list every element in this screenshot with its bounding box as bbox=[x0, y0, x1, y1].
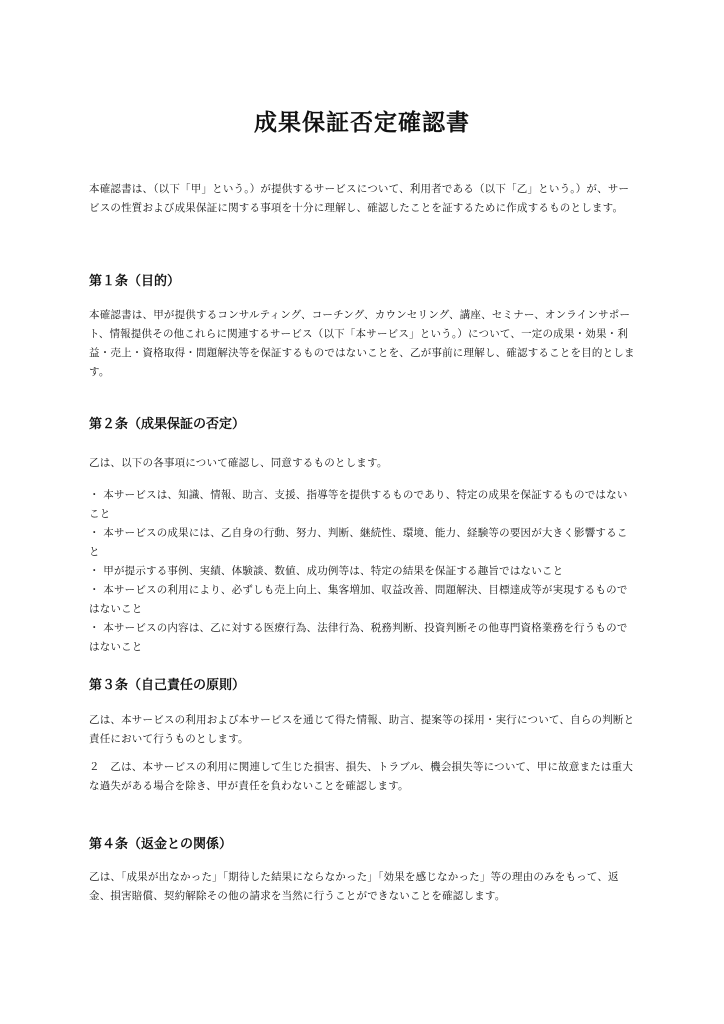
article-1-paragraph: 本確認書は、甲が提供するコンサルティング、コーチング、カウンセリング、講座、セミナー、オンラインサポート、情報提供その他これらに関連するサービス（以下「本サービス」という。）について、一定の成果・効果・利益・売上・資格取得・問題解決等を保証するものではないことを、乙が事前に理解し、確認することを目的とします。 bbox=[89, 309, 635, 378]
article-4-paragraph: 乙は、「成果が出なかった」「期待した結果にならなかった」「効果を感じなかった」等の理由のみをもって、返金、損害賠償、契約解除その他の請求を当然に行うことができないことを確認します。 bbox=[89, 871, 619, 902]
article-1-heading: 第１条（目的） bbox=[89, 274, 181, 289]
article-3-paragraph-2: ２ 乙は、本サービスの利用に関連して生じた損害、損失、トラブル、機会損失等について、甲に故意または重大な過失がある場合を除き、甲が責任を負わないことを確認します。 bbox=[89, 761, 634, 792]
list-item: ・ 本サービスの利用により、必ずしも売上向上、集客増加、収益改善、問題解決、目標達成等が実現するものではないこと bbox=[89, 584, 628, 615]
list-item: ・ 本サービスの成果には、乙自身の行動、努力、判断、継続性、環境、能力、経験等の要因が大きく影響すること bbox=[89, 527, 628, 558]
article-2-heading: 第２条（成果保証の否定） bbox=[89, 417, 246, 432]
article-3-paragraph-1: 乙は、本サービスの利用および本サービスを通じて得た情報、助言、提案等の採用・実行について、自らの判断と責任において行うものとします。 bbox=[89, 714, 635, 745]
document-title: 成果保証否定確認書 bbox=[254, 110, 470, 136]
list-item: ・ 本サービスの内容は、乙に対する医療行為、法律行為、税務判断、投資判断その他専門資格業務を行うものではないこと bbox=[89, 622, 628, 653]
intro-paragraph: 本確認書は、（以下「甲」という。）が提供するサービスについて、利用者である（以下「乙」という。）が、サービスの性質および成果保証に関する事項を十分に理解し、確認したことを証するために作成するものとします。 bbox=[89, 183, 630, 214]
article-3-heading: 第３条（自己責任の原則） bbox=[89, 678, 246, 693]
article-2-bullet-list bbox=[89, 486, 637, 657]
list-item: ・ 甲が提示する事例、実績、体験談、数値、成功例等は、特定の結果を保証する趣旨ではないこと bbox=[89, 565, 564, 577]
list-item: ・ 本サービスは、知識、情報、助言、支援、指導等を提供するものであり、特定の成果を保証するものではないこと bbox=[89, 489, 628, 520]
article-2-paragraph: 乙は、以下の各事項について確認し、同意するものとします。 bbox=[89, 457, 388, 469]
article-4-heading: 第４条（返金との関係） bbox=[89, 837, 233, 852]
